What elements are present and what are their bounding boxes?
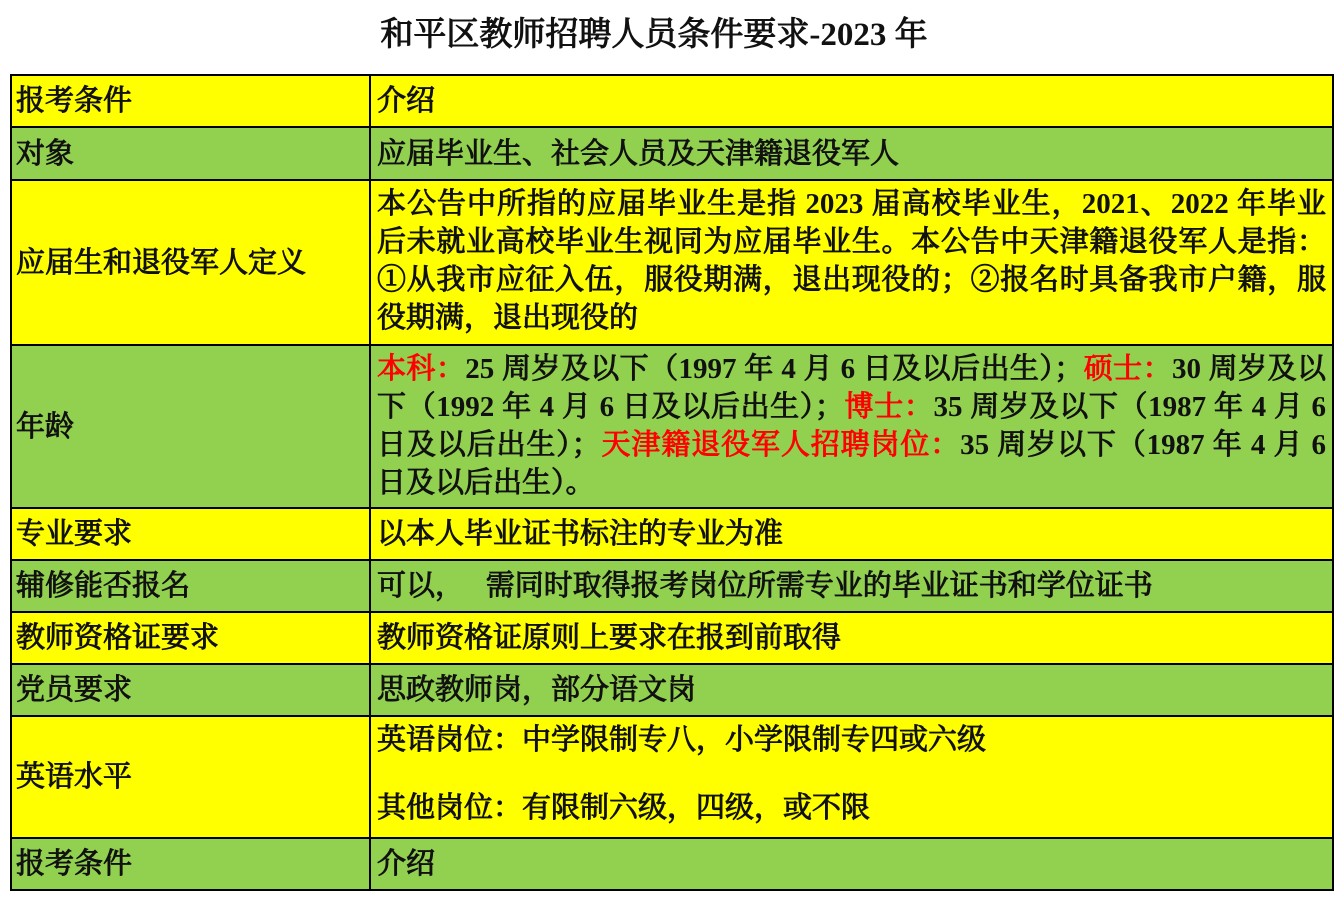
requirements-table	[10, 74, 1334, 891]
minor-content: 可以， 需同时取得报考岗位所需专业的毕业证书和学位证书	[377, 570, 1153, 602]
party-label-cell	[12, 665, 371, 715]
target-label: 对象	[16, 137, 75, 170]
definition-label-cell	[12, 181, 371, 344]
age-label-cell	[12, 346, 371, 507]
major-content-cell	[371, 509, 1332, 559]
row-minor-degree	[12, 561, 1332, 613]
footer-label-cell	[12, 839, 371, 889]
footer-label: 报考条件	[16, 848, 133, 880]
row-party-member	[12, 665, 1332, 717]
age-doctor-heading: 博士：	[843, 391, 934, 423]
row-major	[12, 509, 1332, 561]
english-post-requirement: 英语岗位：中学限制专八，小学限制专四或六级	[377, 724, 987, 756]
footer-content: 介绍	[377, 848, 436, 880]
english-content-cell	[371, 717, 1332, 837]
row-target	[12, 128, 1332, 181]
major-content: 以本人毕业证书标注的专业为准	[377, 518, 784, 550]
page-title: 和平区教师招聘人员条件要求-2023 年	[380, 17, 928, 53]
table-footer-row	[12, 839, 1332, 889]
header-label-cell	[12, 76, 371, 126]
age-bachelor-text: 25 周岁及以下（1997 年 4 月 6 日及以后出生）；	[465, 353, 1084, 385]
age-master-heading: 硕士：	[1083, 353, 1172, 385]
english-label-cell	[12, 717, 371, 837]
party-label: 党员要求	[16, 674, 133, 706]
row-teacher-certificate	[12, 613, 1332, 665]
row-english-level	[12, 717, 1332, 839]
age-master-text: 30 周岁及以下（1992 年 4 月 6 日及以后出生）；	[377, 353, 1326, 423]
certificate-content: 教师资格证原则上要求在报到前取得	[377, 622, 842, 654]
minor-label-cell	[12, 561, 371, 611]
footer-content-cell	[371, 839, 1332, 889]
age-veteran-text: 35 周岁以下（1987 年 4 月 6 日及以后出生）。	[377, 429, 1326, 499]
minor-content-cell	[371, 561, 1332, 611]
party-content: 思政教师岗，部分语文岗	[377, 674, 697, 706]
table-header-row	[12, 76, 1332, 128]
major-label: 专业要求	[16, 518, 133, 550]
certificate-label-cell	[12, 613, 371, 663]
age-bachelor-heading: 本科：	[377, 353, 466, 385]
minor-label: 辅修能否报名	[16, 570, 191, 602]
age-label: 年龄	[16, 410, 75, 443]
definition-label: 应届生和退役军人定义	[16, 246, 307, 279]
row-definition	[12, 181, 1332, 346]
certificate-label: 教师资格证要求	[16, 622, 220, 654]
age-veteran-heading: 天津籍退役军人招聘岗位：	[600, 429, 961, 461]
header-label: 报考条件	[16, 85, 133, 117]
header-content-cell	[371, 76, 1332, 126]
other-post-requirement: 其他岗位：有限制六级，四级，或不限	[377, 792, 871, 824]
party-content-cell	[371, 665, 1332, 715]
major-label-cell	[12, 509, 371, 559]
target-content: 应届毕业生、社会人员及天津籍退役军人	[377, 137, 900, 170]
target-label-cell	[12, 128, 371, 179]
age-content-cell	[371, 346, 1332, 507]
age-doctor-text: 35 周岁及以下（1987 年 4 月 6 日及以后出生）；	[377, 391, 1326, 461]
english-label: 英语水平	[16, 761, 133, 793]
header-content: 介绍	[377, 85, 436, 117]
certificate-content-cell	[371, 613, 1332, 663]
target-content-cell	[371, 128, 1332, 179]
definition-content-cell: 本公告中所指的应届毕业生是指 2023 届高校毕业生，2021、2022 年毕业后未就业高校毕业生视同为应届毕业生。本公告中天津籍退役军人是指：①从我市应征入伍，服役期满，退出现役的；②报名时具备我市户籍，服役期满，退出现役的	[377, 188, 1326, 334]
row-age	[12, 346, 1332, 509]
